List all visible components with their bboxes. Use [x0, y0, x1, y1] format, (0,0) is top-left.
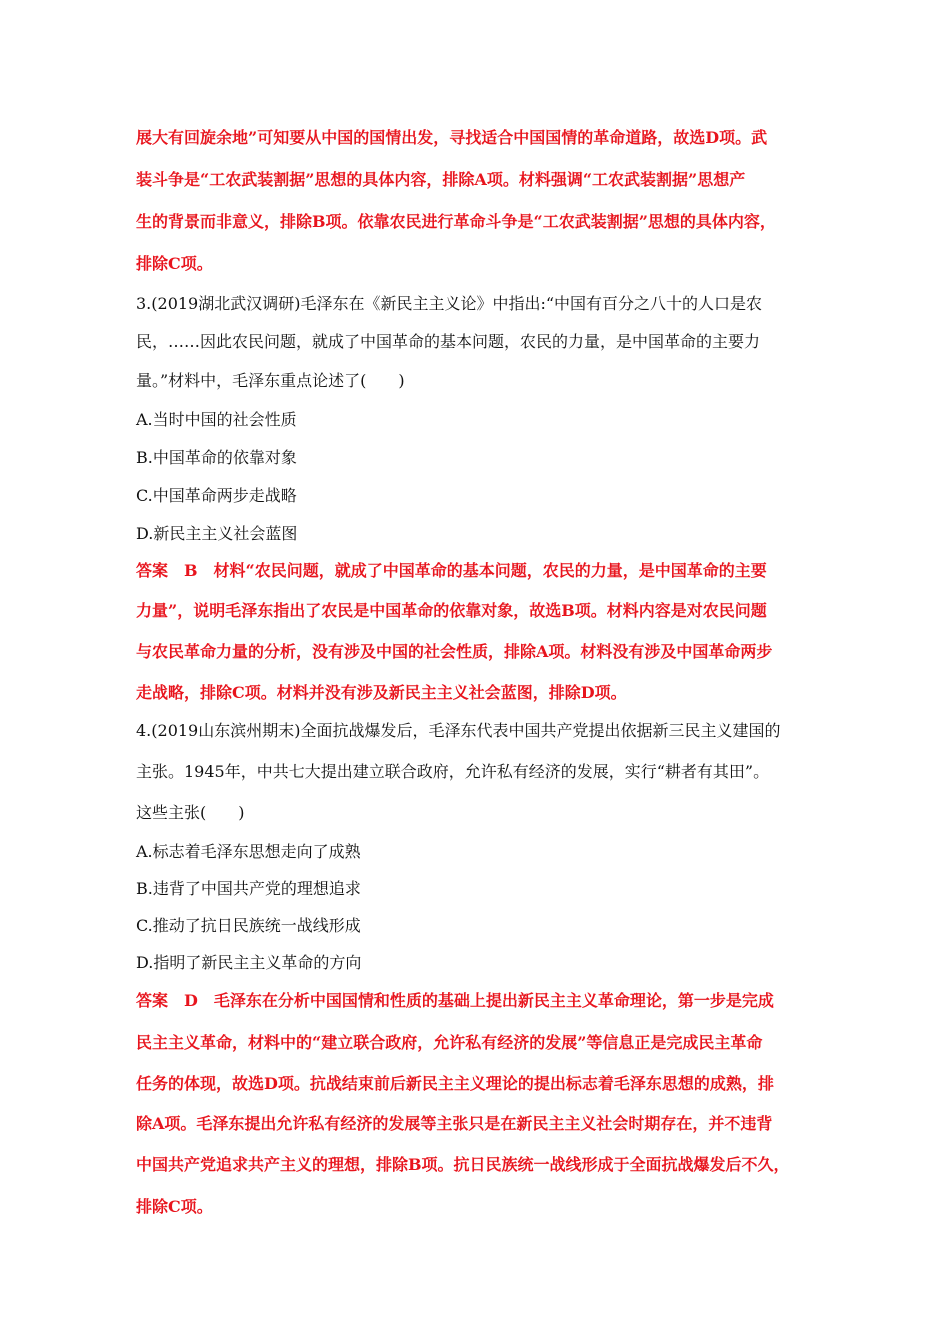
question4-answer-line: 任务的体现，故选D项。抗战结束前后新民主主义理论的提出标志着毛泽东思想的成熟，排 [136, 1074, 774, 1093]
question4-stem-line: 这些主张( ) [136, 803, 245, 822]
question4-stem-line: 4.(2019山东滨州期末)全面抗战爆发后，毛泽东代表中国共产党提出依据新三民主义建国的 [136, 721, 781, 740]
question4-answer-line: 排除C项。 [136, 1197, 213, 1216]
question3-answer-line: 与农民革命力量的分析，没有涉及中国的社会性质，排除A项。材料没有涉及中国革命两步 [136, 642, 773, 661]
question4-answer-line: 民主主义革命，材料中的“建立联合政府，允许私有经济的发展”等信息正是完成民主革命 [136, 1033, 763, 1052]
question3-option-c: C.中国革命两步走战略 [136, 486, 297, 505]
question4-option-b: B.违背了中国共产党的理想追求 [136, 879, 361, 898]
prev-explanation-line: 展大有回旋余地”可知要从中国的国情出发，寻找适合中国国情的革命道路，故选D项。武 [136, 128, 768, 147]
question4-answer-line: 答案 D 毛泽东在分析中国国情和性质的基础上提出新民主主义革命理论，第一步是完成 [136, 991, 774, 1010]
question3-stem-line: 3.(2019湖北武汉调研)毛泽东在《新民主主义论》中指出:“中国有百分之八十的人口是农 [136, 294, 763, 313]
question3-option-b: B.中国革命的依靠对象 [136, 448, 297, 467]
question4-option-d: D.指明了新民主主义革命的方向 [136, 953, 362, 972]
question4-answer-line: 中国共产党追求共产主义的理想，排除B项。抗日民族统一战线形成于全面抗战爆发后不久， [136, 1155, 790, 1174]
question3-answer-line: 答案 B 材料“农民问题，就成了中国革命的基本问题，农民的力量，是中国革命的主要 [136, 561, 767, 580]
question3-answer-line: 力量”，说明毛泽东指出了农民是中国革命的依靠对象，故选B项。材料内容是对农民问题 [136, 601, 767, 620]
question3-stem-line: 民，……因此农民问题，就成了中国革命的基本问题，农民的力量，是中国革命的主要力 [136, 332, 761, 351]
question4-option-c: C.推动了抗日民族统一战线形成 [136, 916, 361, 935]
prev-explanation-line: 装斗争是“工农武装割据”思想的具体内容，排除A项。材料强调“工农武装割据”思想产 [136, 170, 746, 189]
question3-option-a: A.当时中国的社会性质 [136, 410, 297, 429]
question3-option-d: D.新民主主义社会蓝图 [136, 524, 298, 543]
prev-explanation-line: 排除C项。 [136, 254, 213, 273]
question3-answer-line: 走战略，排除C项。材料并没有涉及新民主主义社会蓝图，排除D项。 [136, 683, 627, 702]
question4-stem-line: 主张。1945年，中共七大提出建立联合政府，允许私有经济的发展，实行“耕者有其田”。 [136, 762, 770, 781]
prev-explanation-line: 生的背景而非意义，排除B项。依靠农民进行革命斗争是“工农武装割据”思想的具体内容， [136, 212, 776, 231]
question4-answer-line: 除A项。毛泽东提出允许私有经济的发展等主张只是在新民主主义社会时期存在，并不违背 [136, 1114, 773, 1133]
question4-option-a: A.标志着毛泽东思想走向了成熟 [136, 842, 361, 861]
question3-stem-line: 量。”材料中，毛泽东重点论述了( ) [136, 371, 405, 390]
